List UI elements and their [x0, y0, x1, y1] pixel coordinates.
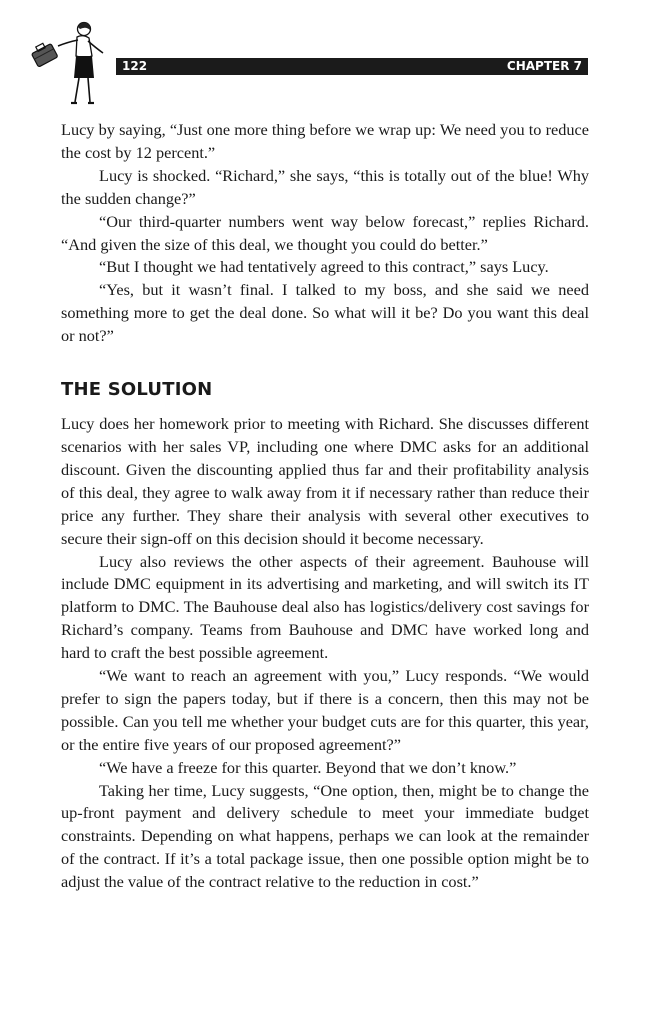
paragraph: Taking her time, Lucy suggests, “One option, then, might be to change the up-front payment and delivery schedule to meet your immediate budget constraints. Depending on what happens, perhaps we can look at the remainder of the contract. If it’s a total package issue, then one possible option might be to adjust the value of the contract relative to the reduction in cost.” [61, 780, 589, 892]
paragraph: “We want to reach an agreement with you,” Lucy responds. “We would prefer to sign the papers today, but if there is a concern, then this may not be possible. Can you tell me whether your budget cuts are for this quarter, this year, or the entire five years of our proposed agreement?” [61, 666, 589, 754]
paragraph: “Yes, but it wasn’t final. I talked to my boss, and she said we need something more to get the deal done. So what will it be? Do you want this deal or not?” [61, 280, 589, 346]
chapter-label: CHAPTER 7 [506, 59, 582, 73]
paragraph: “But I thought we had tentatively agreed to this contract,” says Lucy. [99, 257, 549, 277]
paragraph: “Our third-quarter numbers went way below forecast,” replies Richard. “And given the size of this deal, we thought you could do better.” [61, 211, 589, 254]
paragraph: “We have a freeze for this quarter. Beyond that we don’t know.” [99, 757, 517, 777]
paragraph: Lucy does her homework prior to meeting with Richard. She discusses different scenarios with her sales VP, including one where DMC asks for an additional discount. Given the discounting applied thus far and their profitability analysis of this deal, they agree to walk away from it if necessary rather than reduce their price any further. They share their analysis with several other executives to secure their sign-off on this decision should it become necessary. [61, 414, 589, 548]
paragraph: Lucy also reviews the other aspects of their agreement. Bauhouse will include DMC equipment in its advertising and marketing, and will switch its IT platform to DMC. The Bauhouse deal also has logistics/delivery cost savings for Richard’s company. Teams from Bauhouse and DMC have worked long and hard to craft the best possible agreement. [61, 551, 589, 663]
body-text [61, 119, 589, 894]
running-header [116, 58, 588, 75]
businesswoman-with-briefcase-icon [28, 18, 108, 108]
section-heading: THE SOLUTION [61, 379, 213, 401]
paragraph: Lucy by saying, “Just one more thing before we wrap up: We need you to reduce the cost by 12 percent.” [61, 120, 589, 162]
paragraph: Lucy is shocked. “Richard,” she says, “this is totally out of the blue! Why the sudden change?” [61, 165, 589, 208]
page-number: 122 [122, 59, 148, 73]
